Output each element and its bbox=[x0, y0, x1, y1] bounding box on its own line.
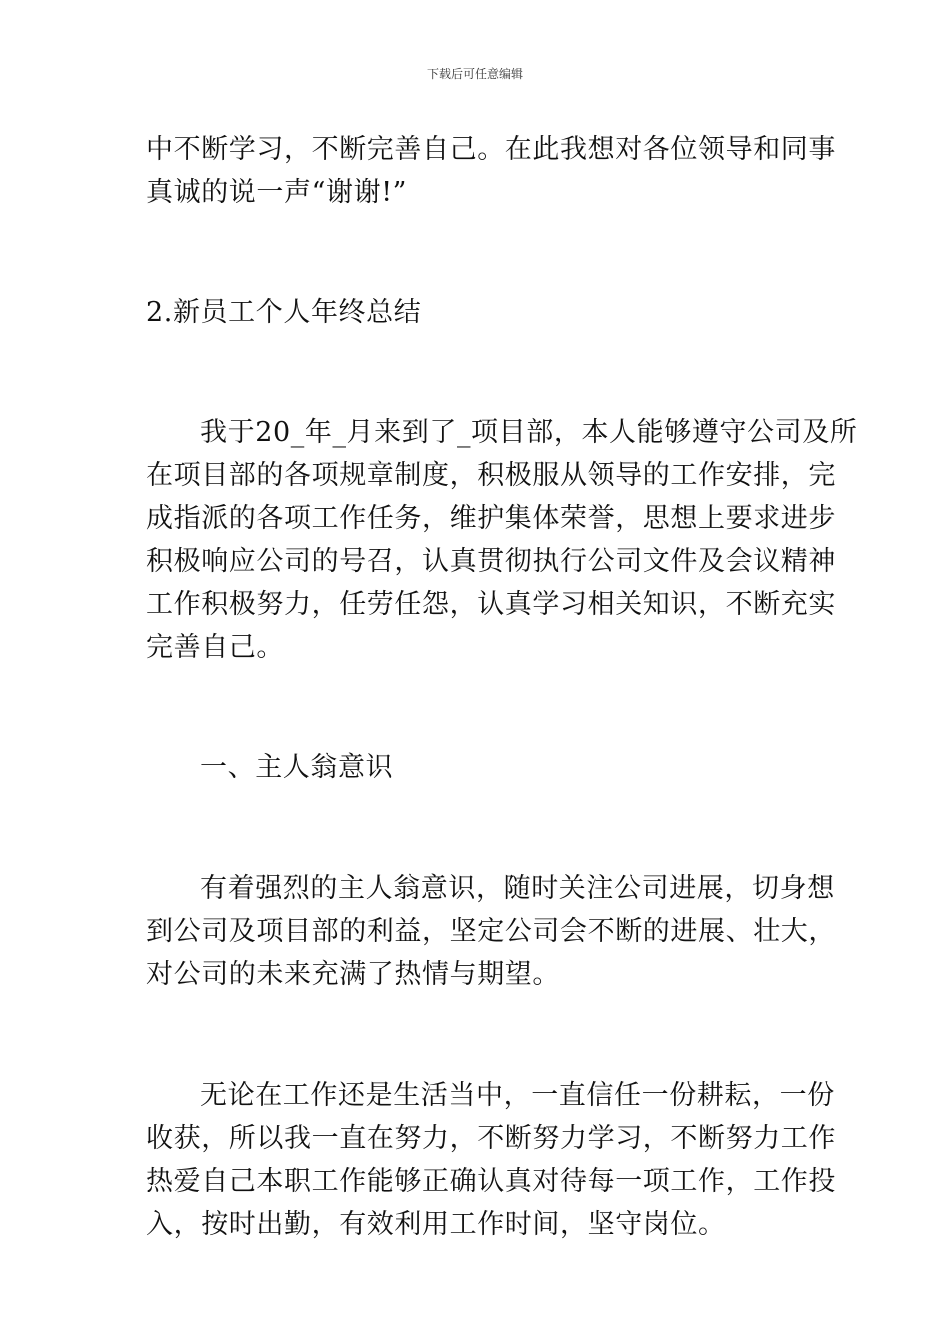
paragraph-intro bbox=[146, 411, 858, 669]
paragraph-line: 到公司及项目部的利益，坚定公司会不断的进展、壮大， bbox=[146, 916, 836, 947]
paragraph-line: 收获，所以我一直在努力，不断努力学习，不断努力工作 bbox=[146, 1123, 836, 1154]
paragraph-line: 中不断学习，不断完善自己。在此我想对各位领导和同事 bbox=[146, 134, 836, 165]
subsection-heading bbox=[146, 746, 816, 789]
paragraph-line: 成指派的各项工作任务，维护集体荣誉，思想上要求进步 bbox=[146, 503, 836, 534]
paragraph-ownership bbox=[146, 867, 836, 996]
paragraph-line: 入，按时出勤，有效利用工作时间，坚守岗位。 bbox=[146, 1209, 726, 1240]
paragraph-line: 无论在工作还是生活当中，一直信任一份耕耘，一份 bbox=[200, 1080, 835, 1111]
paragraph-line: 工作积极努力，任劳任怨，认真学习相关知识，不断充实 bbox=[146, 589, 836, 620]
page-header-note: 下载后可任意编辑 bbox=[426, 67, 523, 81]
paragraph-line: 积极响应公司的号召，认真贯彻执行公司文件及会议精神 bbox=[146, 546, 836, 577]
subsection-title: 一、主人翁意识 bbox=[200, 752, 394, 783]
paragraph-continued bbox=[146, 128, 836, 214]
paragraph-line: 真诚的说一声“谢谢!” bbox=[146, 177, 408, 208]
paragraph-line: 热爱自己本职工作能够正确认真对待每一项工作，工作投 bbox=[146, 1166, 836, 1197]
paragraph-line: 完善自己。 bbox=[146, 632, 284, 663]
paragraph-line: 在项目部的各项规章制度，积极服从领导的工作安排，完 bbox=[146, 460, 836, 491]
paragraph-line: 对公司的未来充满了热情与期望。 bbox=[146, 959, 560, 990]
paragraph-line: 我于20_年_月来到了_项目部，本人能够遵守公司及所 bbox=[200, 417, 858, 448]
document-body bbox=[146, 128, 858, 1246]
paragraph-work-attitude bbox=[146, 1074, 836, 1246]
heading-text: 2.新员工个人年终总结 bbox=[146, 297, 422, 328]
paragraph-line: 有着强烈的主人翁意识，随时关注公司进展，切身想 bbox=[200, 873, 835, 904]
section-heading bbox=[146, 291, 816, 334]
